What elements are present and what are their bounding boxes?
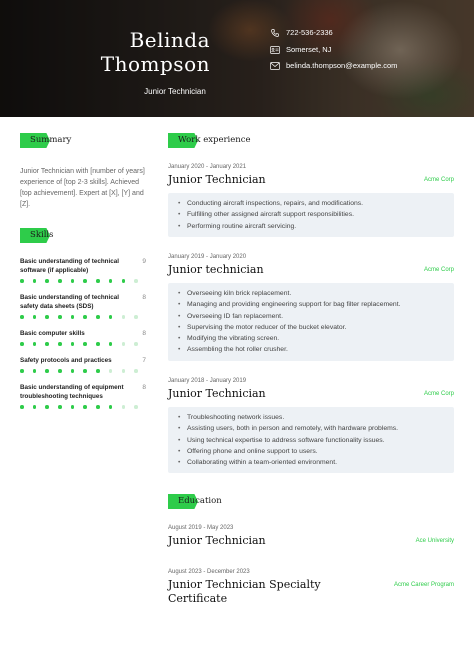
work-heading: Work experience (178, 135, 251, 145)
job-dates: January 2018 - January 2019 (168, 378, 247, 384)
education-title: Junior Technician Specialty Certificate (168, 578, 321, 605)
rating-dot-filled (71, 279, 75, 283)
rating-dot-filled (58, 405, 62, 409)
job-title: Junior Technician (168, 173, 266, 186)
skill-score: 7 (142, 357, 146, 364)
education-dates: August 2023 - December 2023 (168, 569, 250, 575)
rating-dot-empty (134, 405, 138, 409)
job-duty: • Supervising the motor reducer of the bucket elevator. (178, 322, 444, 333)
rating-dot-filled (33, 315, 37, 319)
rating-dot-filled (96, 279, 100, 283)
rating-dot-empty (122, 369, 126, 373)
job-company: Acme Corp (423, 267, 454, 273)
rating-dot-filled (20, 279, 24, 283)
skill-score: 9 (142, 258, 146, 265)
skill-item (20, 258, 146, 275)
rating-dot-filled (58, 315, 62, 319)
job-company: Acme Corp (423, 391, 454, 397)
skill-rating-dots (20, 315, 147, 319)
skill-score: 8 (142, 384, 146, 391)
job-duties-box (168, 283, 454, 361)
job-duties-box (168, 407, 454, 473)
rating-dot-filled (83, 342, 87, 346)
job-duty: • Assembling the hot roller crusher. (178, 344, 444, 355)
rating-dot-empty (122, 315, 126, 319)
skill-item (20, 384, 146, 401)
rating-dot-filled (109, 315, 113, 319)
rating-dot-empty (134, 342, 138, 346)
skill-rating-dots (20, 279, 147, 283)
rating-dot-empty (134, 279, 138, 283)
summary-text: Junior Technician with [number of years] experience of [top 2-3 skills]. Achieved [top achievement]. Expert at [X], [Y] and [Z]. (20, 168, 145, 208)
rating-dot-empty (134, 369, 138, 373)
contact-email[interactable] (270, 61, 397, 70)
job-company: Acme Corp (423, 177, 454, 183)
rating-dot-filled (33, 279, 37, 283)
rating-dot-filled (71, 342, 75, 346)
rating-dot-filled (71, 405, 75, 409)
candidate-role: Junior Technician (144, 87, 206, 96)
address-text: Somerset, NJ (286, 45, 332, 54)
rating-dot-filled (45, 279, 49, 283)
job-duty: • Modifying the vibrating screen. (178, 333, 444, 344)
skill-item (20, 357, 146, 366)
job-duty: • Fulfilling other assigned aircraft support responsibilities. (178, 209, 444, 220)
rating-dot-filled (20, 342, 24, 346)
education-heading: Education (178, 496, 222, 506)
skill-name: Safety protocols and practices (20, 357, 112, 364)
rating-dot-filled (20, 405, 24, 409)
rating-dot-empty (122, 342, 126, 346)
skill-rating-dots (20, 342, 147, 346)
job-duty: • Using technical expertise to address software functionality issues. (178, 435, 444, 446)
rating-dot-filled (83, 369, 87, 373)
rating-dot-filled (71, 369, 75, 373)
phone-icon (270, 29, 280, 37)
skill-name: Basic computer skills (20, 330, 85, 337)
skill-item (20, 330, 146, 339)
rating-dot-filled (33, 369, 37, 373)
envelope-icon (270, 62, 280, 70)
phone-text: 722-536-2336 (286, 28, 333, 37)
job-dates: January 2019 - January 2020 (168, 254, 247, 260)
job-duty: • Managing and providing engineering support for bag filter replacement. (178, 299, 444, 310)
job-entry (168, 254, 454, 361)
rating-dot-filled (109, 405, 113, 409)
rating-dot-empty (122, 405, 126, 409)
job-duty: • Conducting aircraft inspections, repairs, and modifications. (178, 198, 444, 209)
skill-item (20, 294, 146, 311)
header-banner (0, 0, 474, 117)
rating-dot-filled (45, 405, 49, 409)
job-title: Junior technician (168, 263, 264, 276)
skill-score: 8 (142, 330, 146, 337)
rating-dot-filled (96, 369, 100, 373)
skill-rating-dots (20, 369, 147, 373)
education-entry (168, 569, 454, 606)
rating-dot-filled (83, 315, 87, 319)
rating-dot-empty (109, 369, 113, 373)
rating-dot-filled (83, 279, 87, 283)
education-title: Junior Technician (168, 534, 266, 547)
education-dates: August 2019 - May 2023 (168, 525, 234, 531)
job-duties-list (178, 288, 444, 356)
job-duty: • Offering phone and online support to users. (178, 446, 444, 457)
skills-heading: Skills (30, 230, 54, 240)
rating-dot-filled (83, 405, 87, 409)
rating-dot-filled (71, 315, 75, 319)
job-duty: • Overseeing ID fan replacement. (178, 311, 444, 322)
skill-rating-dots (20, 405, 147, 409)
rating-dot-empty (134, 315, 138, 319)
job-duty: • Troubleshooting network issues. (178, 412, 444, 423)
job-duty: • Collaborating within a team-oriented environment. (178, 457, 444, 468)
address-card-icon (270, 46, 280, 54)
first-name: Belinda (129, 28, 210, 52)
skill-name: Basic understanding of equipment troubleshooting techniques (20, 384, 124, 400)
rating-dot-filled (109, 279, 113, 283)
skill-name: Basic understanding of technical safety data sheets (SDS) (20, 294, 120, 310)
job-duty: • Performing routine aircraft servicing. (178, 221, 444, 232)
contact-phone (270, 28, 333, 37)
job-duties-box (168, 193, 454, 237)
email-link[interactable]: belinda.thompson@example.com (286, 61, 398, 70)
rating-dot-filled (109, 342, 113, 346)
job-duty: • Assisting users, both in person and remotely, with hardware problems. (178, 423, 444, 434)
contact-address (270, 45, 331, 54)
rating-dot-filled (96, 315, 100, 319)
rating-dot-filled (45, 369, 49, 373)
job-dates: January 2020 - January 2021 (168, 164, 247, 170)
skill-name: Basic understanding of technical software (if applicable) (20, 258, 120, 274)
job-entry (168, 164, 454, 237)
job-entry (168, 378, 454, 473)
rating-dot-filled (58, 279, 62, 283)
rating-dot-filled (45, 342, 49, 346)
job-title: Junior Technician (168, 387, 266, 400)
rating-dot-filled (96, 342, 100, 346)
skill-score: 8 (142, 294, 146, 301)
candidate-name (60, 28, 210, 76)
summary-heading: Summary (30, 135, 72, 145)
rating-dot-filled (33, 342, 37, 346)
rating-dot-filled (58, 342, 62, 346)
last-name: Thompson (100, 52, 210, 76)
education-school: Acme Career Program (393, 582, 454, 588)
rating-dot-filled (20, 369, 24, 373)
rating-dot-filled (33, 405, 37, 409)
job-duty: • Overseeing kiln brick replacement. (178, 288, 444, 299)
rating-dot-filled (20, 315, 24, 319)
rating-dot-filled (96, 405, 100, 409)
education-school: Ace University (415, 538, 454, 544)
job-duties-list (178, 198, 444, 232)
rating-dot-filled (45, 315, 49, 319)
rating-dot-filled (58, 369, 62, 373)
job-duties-list (178, 412, 444, 468)
education-entry (168, 525, 454, 548)
rating-dot-filled (122, 279, 126, 283)
